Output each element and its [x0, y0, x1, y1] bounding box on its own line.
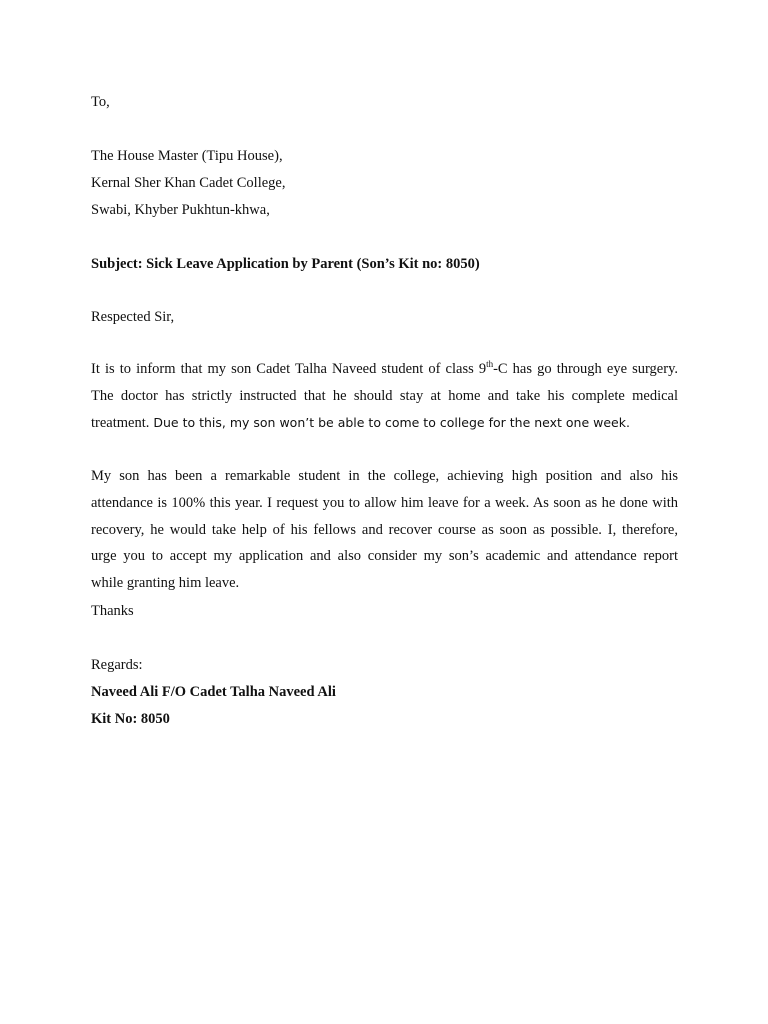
regards: Regards:: [91, 657, 143, 673]
para1-line3-serif: treatment.: [91, 414, 150, 431]
recipient-line-1: The House Master (Tipu House),: [91, 148, 283, 164]
paragraph-2: [91, 463, 678, 597]
paragraph-1: [91, 356, 678, 436]
recipient-line-2: Kernal Sher Khan Cadet College,: [91, 175, 286, 191]
recipient-line-3: Swabi, Khyber Pukhtun-khwa,: [91, 202, 270, 218]
salutation-to: To,: [91, 94, 110, 110]
paragraph-1-line-1: [91, 356, 678, 383]
paragraph-2-line-4: urge you to accept my application and also consider my son’s academic and attendance report: [91, 548, 678, 565]
signature: Naveed Ali F/O Cadet Talha Naveed Ali: [91, 684, 336, 700]
paragraph-2-line-2: attendance is 100% this year. I request you to allow him leave for a week. As soon as he done with: [91, 494, 678, 511]
ordinal-superscript: th: [486, 359, 494, 369]
paragraph-2-line-1: My son has been a remarkable student in the college, achieving high position and also his: [91, 468, 678, 484]
paragraph-2-line-3: recovery, he would take help of his fellows and recover course as soon as possible. I, therefore,: [91, 521, 678, 538]
greeting: Respected Sir,: [91, 309, 175, 325]
paragraph-1-line-2: The doctor has strictly instructed that he should stay at home and take his complete medical: [91, 387, 678, 404]
para1-text-a: It is to inform that my son Cadet Talha Naveed student of class 9: [91, 361, 487, 377]
thanks: Thanks: [91, 603, 134, 619]
para1-text-b: -C has go through eye surgery.: [493, 361, 679, 377]
kit-number: Kit No: 8050: [91, 711, 170, 727]
paragraph-2-line-5: while granting him leave.: [91, 575, 240, 592]
paragraph-1-line-3: [91, 410, 678, 437]
subject-line: Subject: Sick Leave Application by Parent (Son’s Kit no: 8050): [91, 256, 480, 272]
para1-line3-sans: Due to this, my son won’t be able to come to college for the next one week.: [149, 414, 630, 430]
